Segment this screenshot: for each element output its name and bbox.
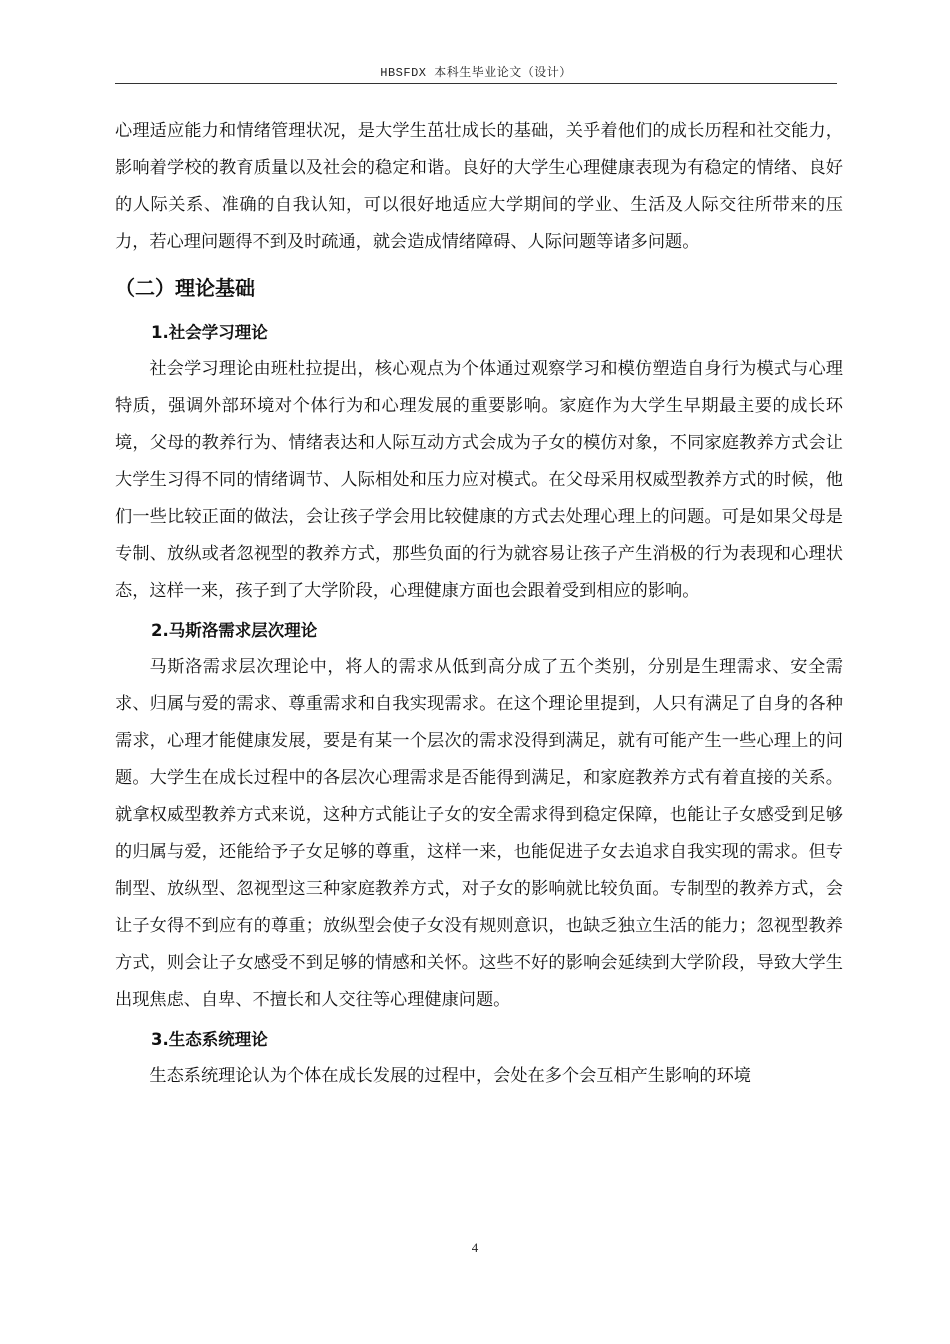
section-heading: （二）理论基础 <box>115 276 255 300</box>
running-header: HBSFDX 本科生毕业论文（设计） <box>380 66 572 80</box>
subsection-heading-maslow: 2.马斯洛需求层次理论 <box>151 621 318 640</box>
intro-paragraph: 心理适应能力和情绪管理状况，是大学生茁壮成长的基础，关乎着他们的成长历程和社交能力，影响着学校的教育质量以及社会的稳定和谐。良好的大学生心理健康表现为有稳定的情绪、良好的人际关系、准确的自我认知，可以很好地适应大学期间的学业、生活及人际交往所带来的压力，若心理问题得不到及时疏通，就会造成情绪障碍、人际问题等诸多问题。 <box>115 121 843 252</box>
header-divider <box>115 83 837 84</box>
subsection-heading-social-learning: 1.社会学习理论 <box>151 323 268 342</box>
paragraph-maslow: 马斯洛需求层次理论中，将人的需求从低到高分成了五个类别，分别是生理需求、安全需求、归属与爱的需求、尊重需求和自我实现需求。在这个理论里提到，人只有满足了自身的各种需求，心理才能健康发展，要是有某一个层次的需求没得到满足，就有可能产生一些心理上的问题。大学生在成长过程中的各层次心理需求是否能得到满足，和家庭教养方式有着直接的关系。就拿权威型教养方式来说，这种方式能让子女的安全需求得到稳定保障，也能让子女感受到足够的归属与爱，还能给予子女足够的尊重，这样一来，也能促进子女去追求自我实现的需求。但专制型、放纵型、忽视型这三种家庭教养方式，对子女的影响就比较负面。专制型的教养方式，会让子女得不到应有的尊重；放纵型会使子女没有规则意识，也缺乏独立生活的能力；忽视型教养方式，则会让子女感受不到足够的情感和关怀。这些不好的影响会延续到大学阶段，导致大学生出现焦虑、自卑、不擅长和人交往等心理健康问题。 <box>115 657 843 1010</box>
paragraph-ecological-systems: 生态系统理论认为个体在成长发展的过程中，会处在多个会互相产生影响的环境 <box>149 1066 751 1086</box>
paragraph-social-learning: 社会学习理论由班杜拉提出，核心观点为个体通过观察学习和模仿塑造自身行为模式与心理特质，强调外部环境对个体行为和心理发展的重要影响。家庭作为大学生早期最主要的成长环境，父母的教养行为、情绪表达和人际互动方式会成为子女的模仿对象，不同家庭教养方式会让大学生习得不同的情绪调节、人际相处和压力应对模式。在父母采用权威型教养方式的时候，他们一些比较正面的做法，会让孩子学会用比较健康的方式去处理心理上的问题。可是如果父母是专制、放纵或者忽视型的教养方式，那些负面的行为就容易让孩子产生消极的行为表现和心理状态，这样一来，孩子到了大学阶段，心理健康方面也会跟着受到相应的影响。 <box>115 359 843 601</box>
subsection-heading-ecological-systems: 3.生态系统理论 <box>151 1030 268 1049</box>
page-number: 4 <box>471 1240 479 1255</box>
page-body <box>115 113 843 1095</box>
